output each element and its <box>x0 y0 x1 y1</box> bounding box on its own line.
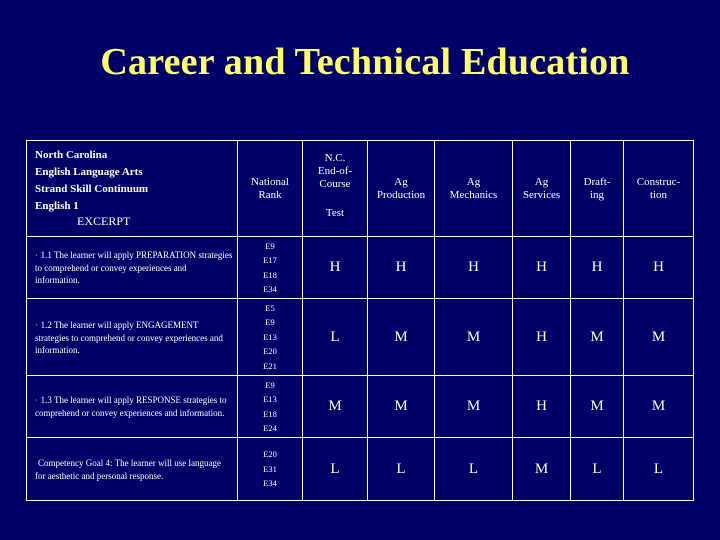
rank-code: E20 <box>263 346 277 357</box>
header-national-rank-line: Rank <box>258 188 282 201</box>
bullet-icon: · <box>35 251 38 260</box>
excerpt-label: EXCERPT <box>77 214 131 228</box>
rating-cell: M <box>435 299 513 376</box>
rank-code: E18 <box>263 408 277 419</box>
header-col-line: Mechanics <box>449 188 498 201</box>
rank-code: E17 <box>263 255 277 265</box>
row-description <box>27 376 238 438</box>
header-col-line: Ag <box>534 175 549 188</box>
rating-cell: M <box>624 299 694 376</box>
header-row <box>27 141 694 237</box>
table-row <box>27 438 694 501</box>
rating-cell: H <box>435 237 513 299</box>
header-desc-line: English Language Arts <box>35 166 143 178</box>
header-col-line: Production <box>376 188 426 201</box>
rating-cell: H <box>513 237 571 299</box>
table-row <box>27 299 694 376</box>
rank-code: E21 <box>263 360 277 371</box>
header-test-label: Test <box>325 206 345 219</box>
rating-cell: M <box>624 376 694 438</box>
row-description <box>27 299 238 376</box>
rank-code: E5 <box>265 302 275 313</box>
rating-cell: M <box>513 438 571 501</box>
rating-cell: M <box>303 376 368 438</box>
rank-code: E13 <box>263 331 277 342</box>
row-description-text: 1.1 The learner will apply PREPARATION strategies to comprehend or convey experiences and information. <box>35 250 233 285</box>
rank-code: E9 <box>265 317 275 328</box>
header-ag-production <box>368 141 435 237</box>
header-col-line: Construc- <box>636 175 681 188</box>
rating-cell: L <box>624 438 694 501</box>
header-desc-line: English 1 <box>35 200 79 212</box>
table-row <box>27 237 694 299</box>
row-rank-codes <box>238 299 303 376</box>
page-title: Career and Technical Education <box>100 41 630 83</box>
header-col-line: Services <box>522 188 561 201</box>
rank-code: E9 <box>265 240 275 251</box>
header-ag-mechanics <box>435 141 513 237</box>
rank-code: E13 <box>263 394 277 404</box>
rating-cell: M <box>435 376 513 438</box>
row-description-text: 1.2 The learner will apply ENGAGEMENT strategies to comprehend or convey experiences and information. <box>35 319 223 355</box>
rank-code: E9 <box>265 379 275 390</box>
rating-cell: M <box>571 299 624 376</box>
header-col-line: Ag <box>466 175 481 188</box>
table-row <box>27 376 694 438</box>
header-nc-eoc-line: N.C. <box>324 151 346 164</box>
rating-cell: H <box>303 237 368 299</box>
rating-cell: H <box>624 237 694 299</box>
rank-code: E34 <box>263 284 277 294</box>
header-nc-eoc-line: End-of- <box>317 164 353 177</box>
header-nc-eoc-line: Course <box>319 177 351 190</box>
rank-code: E34 <box>263 478 277 489</box>
rank-code: E20 <box>263 449 277 460</box>
bullet-icon: · <box>35 396 38 405</box>
header-col-line: tion <box>649 188 668 201</box>
header-col-line: Ag <box>394 175 408 188</box>
header-national-rank <box>238 141 303 237</box>
rating-cell: M <box>368 299 435 376</box>
rating-cell: L <box>303 299 368 376</box>
rating-cell: H <box>368 237 435 299</box>
header-national-rank-line: National <box>251 175 289 188</box>
rating-cell: H <box>571 237 624 299</box>
row-description <box>27 438 238 501</box>
rating-cell: M <box>368 376 435 438</box>
rank-code: E31 <box>263 463 277 474</box>
rank-code: E24 <box>263 423 277 433</box>
rating-cell: L <box>368 438 435 501</box>
bullet-icon: · <box>35 320 38 330</box>
header-col-line: ing <box>589 188 605 201</box>
header-drafting <box>571 141 624 237</box>
row-rank-codes <box>238 376 303 438</box>
rating-cell: H <box>513 299 571 376</box>
row-rank-codes <box>238 438 303 501</box>
header-description-cell <box>27 141 238 237</box>
header-ag-services <box>513 141 571 237</box>
rating-cell: L <box>571 438 624 501</box>
rating-cell: L <box>435 438 513 501</box>
header-desc-line: Strand Skill Continuum <box>35 183 149 195</box>
row-description-text: Competency Goal 4: The learner will use language for aesthetic and personal response. <box>35 457 222 481</box>
rating-cell: M <box>571 376 624 438</box>
row-description-text: 1.3 The learner will apply RESPONSE strategies to comprehend or convey experiences and information. <box>35 395 227 418</box>
header-construction <box>624 141 694 237</box>
row-rank-codes <box>238 237 303 299</box>
rating-cell: H <box>513 376 571 438</box>
header-col-line: Draft- <box>583 175 611 188</box>
rank-code: E18 <box>263 269 277 280</box>
row-description <box>27 237 238 299</box>
header-desc-line: North Carolina <box>35 149 108 161</box>
rating-cell: L <box>303 438 368 501</box>
header-nc-eoc <box>303 141 368 237</box>
skill-matrix-table <box>26 140 694 501</box>
